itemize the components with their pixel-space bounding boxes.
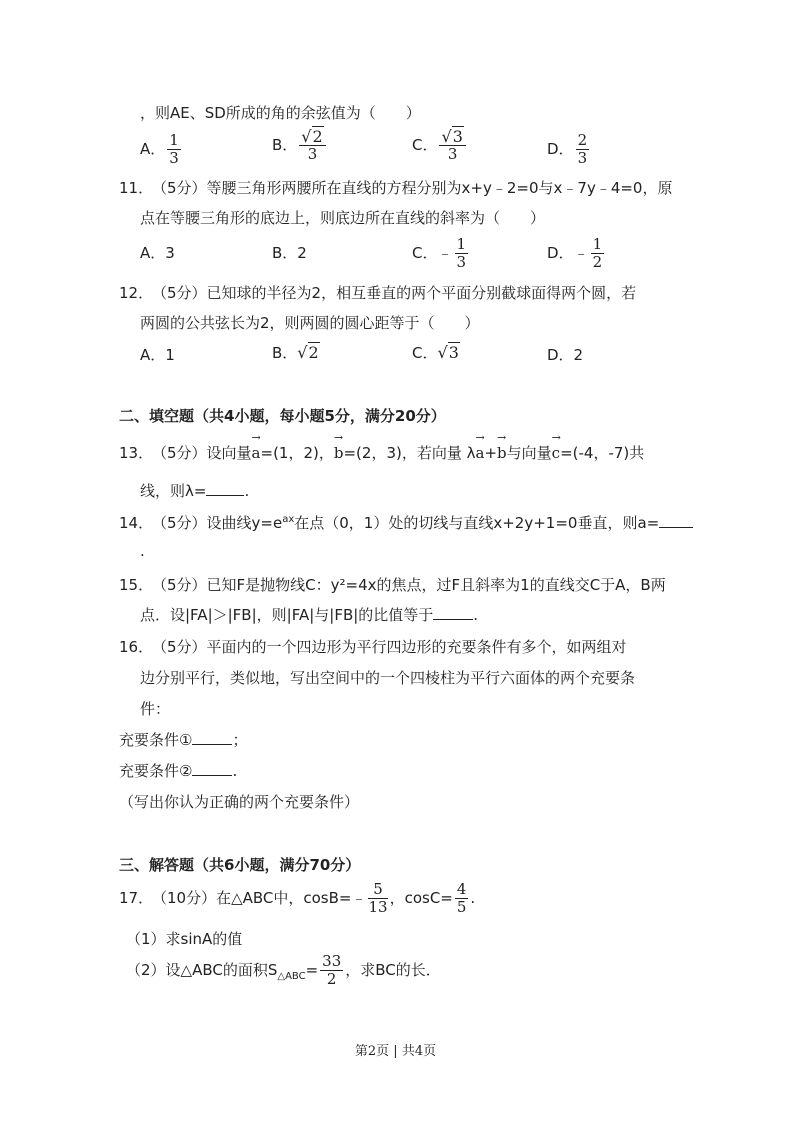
- q10-option-a: A． $\frac{1}{3}$: [140, 131, 179, 167]
- q16-answer-blank-2[interactable]: [192, 761, 232, 776]
- q17-number: 17．: [119, 889, 154, 907]
- q14-number: 14．: [119, 514, 154, 532]
- q16-note: （写出你认为正确的两个充要条件）: [119, 793, 360, 811]
- q16-condition-2: 充要条件② .: [119, 762, 238, 780]
- q12-option-c: C．√3: [412, 343, 459, 362]
- q10-option-b: B． $\frac{√2}{3}$: [272, 128, 328, 163]
- q13-line1: （5分）设向量→ a=(1，2)，→ b=(2，3)，若向量 λ→ a+→ b与向量→ c=(-4，-7)共: [152, 442, 644, 463]
- q11-option-a: A．3: [140, 244, 175, 262]
- q13-number: 13．: [119, 444, 154, 462]
- q12-number: 12．: [119, 284, 154, 302]
- q16-answer-blank-1[interactable]: [192, 730, 232, 745]
- q11-number: 11．: [119, 179, 154, 197]
- page-footer: 第2页 | 共4页: [354, 1044, 437, 1059]
- q16-line2: 边分别平行，类似地，写出空间中的一个四棱柱为平行六面体的两个充要条: [140, 669, 636, 687]
- q16-condition-1: 充要条件① ；: [119, 731, 248, 749]
- q12-line1: （5分）已知球的半径为2，相互垂直的两个平面分别截球面得两个圆，若: [152, 284, 637, 302]
- q17-line1: （10分）在△ABC中，cosB=﹣ $\frac{5}{13}$ ，cosC= $\frac{4}{5}$ .: [152, 880, 476, 916]
- q17-sub2: （2）设△ABC的面积$S_{\triangle ABC}=$ $\frac{33}{2}$ ，求BC的长．: [126, 952, 441, 988]
- q16-line1: （5分）平面内的一个四边形为平行四边形的充要条件有多个，如两组对: [152, 638, 627, 656]
- q15-line1: （5分）已知F是抛物线C：y²=4x的焦点，过F且斜率为1的直线交C于A，B两: [152, 576, 666, 594]
- q16-line3: 件：: [140, 700, 171, 718]
- q10-text: ，则AE、SD所成的角的余弦值为（ ）: [140, 104, 421, 122]
- q14-end: .: [140, 542, 145, 560]
- section-heading-solutions: 三、解答题（共6小题，满分70分）: [119, 856, 361, 874]
- q10-option-d: D． $\frac{2}{3}$: [547, 131, 588, 167]
- q16-number: 16．: [119, 638, 154, 656]
- q11-option-b: B．2: [272, 244, 307, 262]
- q11-line1: （5分）等腰三角形两腰所在直线的方程分别为x+y﹣2=0与x﹣7y﹣4=0，原: [152, 179, 673, 197]
- q12-option-b: B．√2: [272, 343, 319, 362]
- q13-line2: 线，则λ= .: [140, 482, 250, 500]
- section-heading-fill-in: 二、填空题（共4小题，每小题5分，满分20分）: [119, 407, 446, 425]
- q10-option-c: C． $\frac{√3}{3}$: [412, 128, 468, 163]
- q15-number: 15．: [119, 576, 154, 594]
- q12-option-d: D．2: [547, 346, 584, 364]
- q12-option-a: A．1: [140, 346, 175, 364]
- q11-option-d: D．﹣ $\frac{1}{2}$: [547, 235, 603, 271]
- q11-option-c: C．﹣ $\frac{1}{3}$: [412, 235, 467, 271]
- q15-answer-blank[interactable]: [433, 605, 473, 620]
- q17-sub1: （1）求sinA的值: [126, 930, 243, 948]
- q15-line2: 点．设|FA|＞|FB|，则|FA|与|FB|的比值等于 .: [140, 606, 479, 624]
- q11-line2: 点在等腰三角形的底边上，则底边所在直线的斜率为（ ）: [140, 209, 546, 227]
- q13-answer-blank[interactable]: [206, 481, 244, 496]
- q14-line1: （5分）设曲线$y=e^{ax}$在点（0，1）处的切线与直线x+2y+1=0垂直，则a=: [152, 512, 693, 533]
- q14-answer-blank[interactable]: [659, 513, 693, 528]
- q12-line2: 两圆的公共弦长为2，则两圆的圆心距等于（ ）: [140, 314, 480, 332]
